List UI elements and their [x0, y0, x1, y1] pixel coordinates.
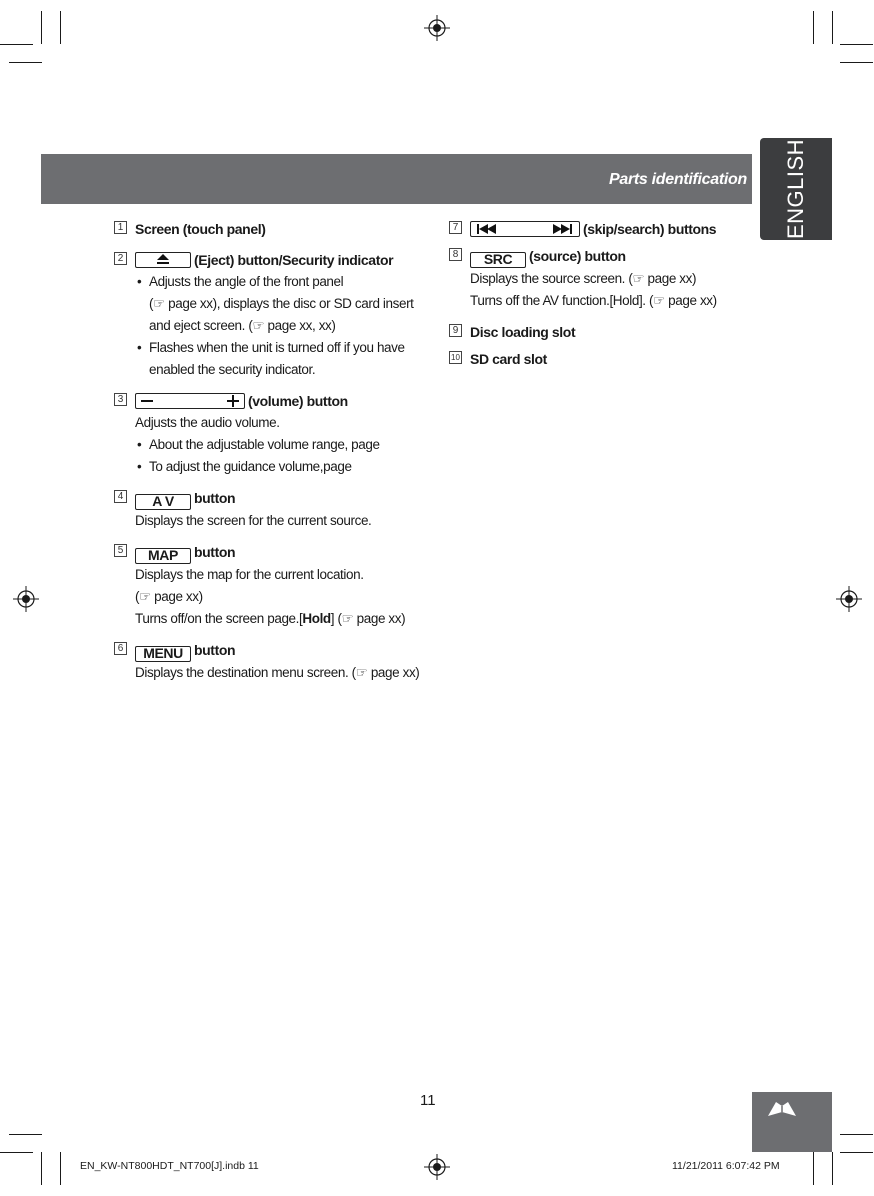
bullet-continuation: [114, 293, 434, 315]
item-number: 6: [114, 642, 127, 655]
part-item: [114, 249, 434, 381]
crop-mark: [813, 11, 814, 44]
src-key: SRC: [470, 252, 526, 268]
av-key: A V: [135, 494, 191, 510]
item-number: 9: [449, 324, 462, 337]
item-description: Turns off the AV function.[Hold]. (☞ page xx): [470, 293, 717, 308]
registration-mark-icon: [836, 586, 862, 612]
item-label: SD card slot: [470, 351, 547, 367]
item-number: 2: [114, 252, 127, 265]
item-number: 5: [114, 544, 127, 557]
skip-back-icon: [477, 224, 497, 234]
part-item: [114, 541, 434, 630]
hold-text-after: ] (☞ page xx): [330, 611, 406, 626]
crop-mark: [813, 1152, 814, 1185]
item-number: 8: [449, 248, 462, 261]
bullet-text: enabled the security indicator.: [149, 362, 316, 377]
registration-mark-icon: [13, 586, 39, 612]
item-label: (volume) button: [248, 393, 348, 409]
item-number: 4: [114, 490, 127, 503]
volume-key: [135, 393, 245, 409]
item-label: Screen (touch panel): [135, 221, 266, 237]
item-label: Disc loading slot: [470, 324, 576, 340]
item-number: 7: [449, 221, 462, 234]
part-item: [449, 245, 749, 312]
corner-tab: [752, 1092, 832, 1152]
part-item: [114, 390, 434, 478]
bullet-text: and eject screen. (☞ page xx, xx): [149, 318, 336, 333]
item-number: 1: [114, 221, 127, 234]
item-description: Displays the source screen. (☞ page xx): [470, 271, 697, 286]
item-number: 10: [449, 351, 462, 364]
part-item: [449, 348, 749, 370]
crop-mark: [832, 1152, 833, 1185]
crop-mark: [840, 1134, 873, 1135]
item-description: Displays the destination menu screen. (☞ page xx): [135, 665, 420, 680]
page-number: 11: [420, 1092, 436, 1109]
bullet-text: About the adjustable volume range, page: [149, 437, 380, 452]
bullet-item: • Adjusts the angle of the front panel: [137, 274, 344, 289]
item-label: (source) button: [529, 248, 626, 264]
crop-mark: [840, 62, 873, 63]
bullet-text: Adjusts the angle of the front panel: [149, 274, 344, 289]
part-item: [114, 218, 434, 240]
item-description: [114, 608, 434, 630]
book-icon: [766, 1100, 798, 1120]
part-item: [449, 218, 749, 240]
item-description: (☞ page xx): [135, 589, 203, 604]
bullet-item: • To adjust the guidance volume,page: [137, 459, 352, 474]
section-header: [41, 154, 752, 204]
language-tab: [760, 138, 832, 240]
parts-list-left: [114, 218, 434, 693]
item-label: button: [194, 544, 236, 560]
crop-mark: [60, 11, 61, 44]
crop-mark: [840, 44, 873, 45]
eject-icon: [157, 254, 169, 265]
crop-mark: [9, 1134, 42, 1135]
print-slug-file: EN_KW-NT800HDT_NT700[J].indb 11: [80, 1160, 259, 1172]
skip-forward-icon: [553, 224, 573, 234]
volume-plus-icon: [227, 395, 239, 407]
item-label: button: [194, 642, 236, 658]
part-item: [114, 639, 434, 684]
hold-text-before: Turns off/on the screen page.[: [135, 611, 303, 626]
item-number: 3: [114, 393, 127, 406]
registration-mark-icon: [424, 1154, 450, 1180]
crop-mark: [0, 44, 33, 45]
bullet-item: • About the adjustable volume range, page: [137, 437, 380, 452]
registration-mark-icon: [424, 15, 450, 41]
item-description: Displays the map for the current location.: [135, 567, 364, 582]
bullet-item: • Flashes when the unit is turned off if you have: [137, 340, 405, 355]
item-description: Adjusts the audio volume.: [135, 415, 280, 430]
volume-minus-icon: [141, 395, 153, 407]
crop-mark: [41, 1152, 42, 1185]
crop-mark: [9, 62, 42, 63]
hold-text-bold: Hold: [302, 611, 331, 626]
item-label: (Eject) button/Security indicator: [194, 252, 394, 268]
parts-list-right: [449, 218, 749, 379]
bullet-text: Flashes when the unit is turned off if you have: [149, 340, 405, 355]
crop-mark: [840, 1152, 873, 1153]
map-key: MAP: [135, 548, 191, 564]
crop-mark: [60, 1152, 61, 1185]
bullet-continuation: [114, 359, 434, 381]
bullet-continuation: [114, 315, 434, 337]
crop-mark: [832, 11, 833, 44]
crop-mark: [0, 1152, 33, 1153]
item-label: (skip/search) buttons: [583, 221, 717, 237]
language-label: ENGLISH: [783, 138, 808, 240]
skip-key: [470, 221, 580, 237]
part-item: [449, 321, 749, 343]
section-title: Parts identification: [608, 171, 747, 188]
bullet-text: To adjust the guidance volume,page: [149, 459, 352, 474]
item-description: Displays the screen for the current source.: [135, 513, 372, 528]
part-item: [114, 487, 434, 532]
eject-key: [135, 252, 191, 268]
item-label: button: [194, 490, 236, 506]
menu-key: MENU: [135, 646, 191, 662]
crop-mark: [41, 11, 42, 44]
bullet-text: (☞ page xx), displays the disc or SD card insert: [149, 296, 414, 311]
print-slug-date: 11/21/2011 6:07:42 PM: [672, 1160, 780, 1172]
